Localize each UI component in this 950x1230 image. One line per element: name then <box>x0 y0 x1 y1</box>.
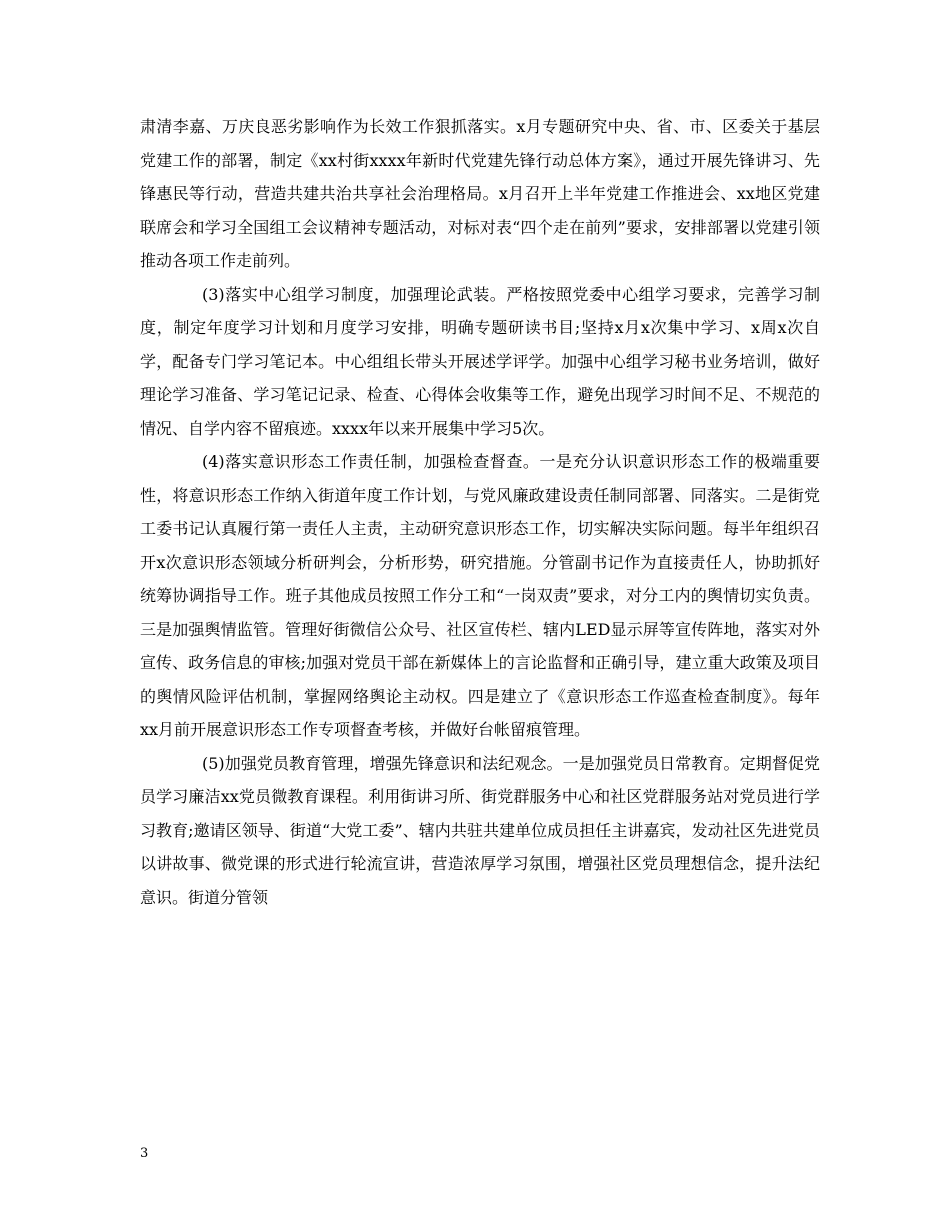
paragraph-continued: 肃清李嘉、万庆良恶劣影响作为长效工作狠抓落实。x月专题研究中央、省、市、区委关于基层党建工作的部署，制定《xx村街xxxx年新时代党建先锋行动总体方案》，通过开展先锋讲习、先锋惠民等行动，营造共建共治共享社会治理格局。x月召开上半年党建工作推进会、xx地区党建联席会和学习全国组工会议精神专题活动，对标对表“四个走在前列”要求，安排部署以党建引领推动各项工作走前列。 <box>140 117 820 270</box>
document-body <box>140 110 820 914</box>
page-number: 3 <box>140 1146 149 1161</box>
paragraph-item-4: (4)落实意识形态工作责任制，加强检查督查。一是充分认识意识形态工作的极端重要性，将意识形态工作纳入街道年度工作计划，与党风廉政建设责任制同部署、同落实。二是街党工委书记认真履行第一责任人主责，主动研究意识形态工作，切实解决实际问题。每半年组织召开x次意识形态领域分析研判会，分析形势，研究措施。分管副书记作为直接责任人，协助抓好统筹协调指导工作。班子其他成员按照工作分工和“一岗双责”要求，对分工内的舆情切实负责。三是加强舆情监管。管理好街微信公众号、社区宣传栏、辖内LED显示屏等宣传阵地，落实对外宣传、政务信息的审核;加强对党员干部在新媒体上的言论监督和正确引导，建立重大政策及项目的舆情风险评估机制，掌握网络舆论主动权。四是建立了《意识形态工作巡查检查制度》。每年xx月前开展意识形态工作专项督查考核，并做好台帐留痕管理。 <box>140 452 820 739</box>
paragraph-item-3: (3)落实中心组学习制度，加强理论武装。严格按照党委中心组学习要求，完善学习制度，制定年度学习计划和月度学习安排，明确专题研读书目;坚持x月x次集中学习、x周x次自学，配备专门学习笔记本。中心组组长带头开展述学评学。加强中心组学习秘书业务培训，做好理论学习准备、学习笔记记录、检查、心得体会收集等工作，避免出现学习时间不足、不规范的情况、自学内容不留痕迹。xxxx年以来开展集中学习5次。 <box>140 284 820 438</box>
paragraph-item-5: (5)加强党员教育管理，增强先锋意识和法纪观念。一是加强党员日常教育。定期督促党员学习廉洁xx党员微教育课程。利用街讲习所、街党群服务中心和社区党群服务站对党员进行学习教育;邀请区领导、街道“大党工委”、辖内共驻共建单位成员担任主讲嘉宾，发动社区先进党员以讲故事、微党课的形式进行轮流宣讲，营造浓厚学习氛围，增强社区党员理想信念，提升法纪意识。街道分管领 <box>140 753 820 907</box>
